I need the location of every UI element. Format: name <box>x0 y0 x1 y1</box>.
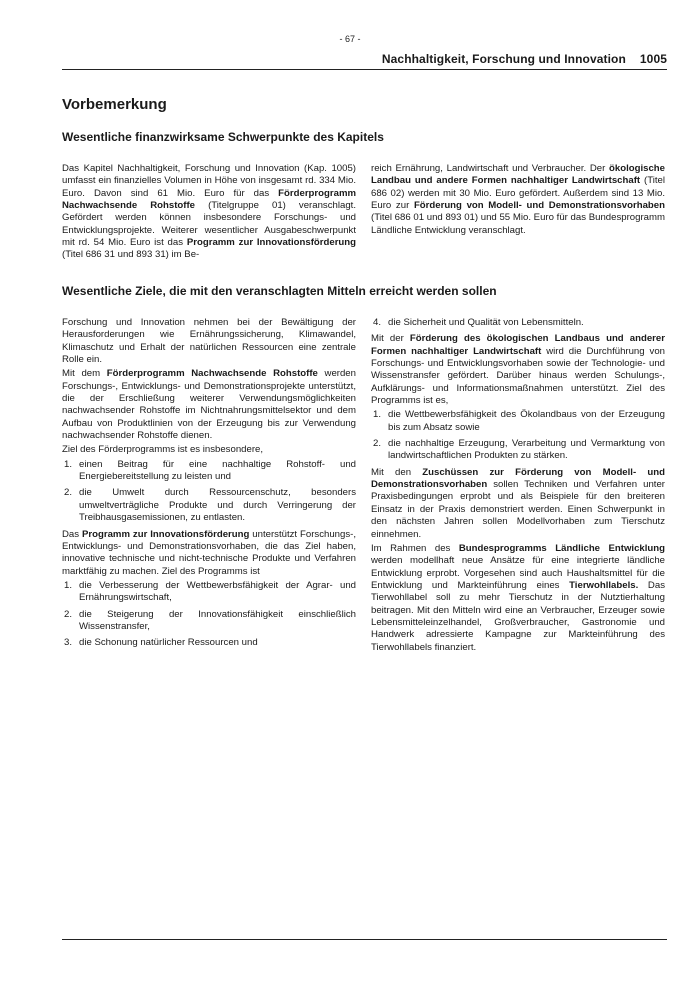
list-item <box>62 487 356 524</box>
list-item-text: die Verbesserung der Wettbewerbsfähigkeit der Agrar- und Ernährungswirtschaft, <box>79 579 356 604</box>
list-number: 2. <box>373 438 382 450</box>
body-text: (Titelgruppe 01) veranschlagt. Gefördert werden können insbesondere Forschungs- und Entwicklungsprojekte. Weiterer wesentlicher Ausgabeschwerpunkt mit rd. 54 Mio. Euro ist das <box>62 200 356 249</box>
goals-column-right <box>371 317 665 656</box>
list-number: 2. <box>64 487 73 499</box>
paragraph <box>62 444 356 456</box>
body-text: werden Forschungs-, Entwicklungs- und Demonstrationsprojekte unterstützt, die der Erschließung weiterer Verwendungsmöglichkeiten nachwachsender Rohstoffe im Nichtnahrungsmittelsektor und dem Aufbau von Produktlinien von der Erzeugung bis zur Verwendung nachwachsender Rohstoffe dienen. <box>62 368 356 442</box>
header-rule <box>62 69 667 70</box>
bold-text: Bundesprogramms Ländliche Entwicklung <box>458 542 665 554</box>
list-item-text: die Schonung natürlicher Ressourcen und <box>79 637 258 649</box>
body-text: sollen Techniken und Verfahren unter Praxisbedingungen erprobt und als Beispiele für den breiteren Einsatz in der Praxis demonstriert werden. Einen Schwerpunkt in den nächsten Jahren sollen Modellvorhaben zum Tierschutz einnehmen. <box>371 479 665 540</box>
body-text: Forschung und Innovation nehmen bei der Bewältigung der Herausforderungen wie Ernährungssicherung, Klimawandel, Klimaschutz und Erhalt der natürlichen Ressourcen eine zentrale Rolle ein. <box>62 317 356 366</box>
bold-text: Zuschüssen zur Förderung von Modell- und Demonstrationsvorhaben <box>371 466 665 491</box>
goals-column-left <box>62 317 356 654</box>
list-item-text: die Wettbewerbsfähigkeit des Ökolandbaus von der Erzeugung bis zum Absatz sowie <box>388 409 665 433</box>
section-heading-goals: Wesentliche Ziele, die mit den veranschlagten Mitteln erreicht werden sollen <box>62 284 497 298</box>
list-item-text: die Sicherheit und Qualität von Lebensmitteln. <box>388 317 584 328</box>
bold-text: ökologische Landbau und andere Formen nachhaltiger Landwirtschaft <box>371 163 665 187</box>
priorities-paragraph-right <box>371 163 665 237</box>
list-item <box>371 409 665 434</box>
body-text: Mit den <box>371 466 423 478</box>
bold-text: Förderprogramm Nachwachsende Rohstoffe <box>106 368 318 380</box>
body-text: unterstützt Forschungs-, Entwicklungs- und Demonstrationsvorhaben, die das Ziel haben, innovative technische und nicht-technische Produkte und Verfahren marktfähig zu machen. Ziel des Programms ist <box>62 528 357 577</box>
list-item <box>371 438 665 463</box>
numbered-list <box>62 459 356 525</box>
body-text: Das Tierwohllabel soll zu mehr Tierschutz in der Nutztierhaltung beitragen. Mit den Mitteln wird eine an Verbraucher, Erzeuger sowie Lebensmitteleinzelhandel, Großverbraucher, Gastronomie und Handwerk adressierte Kampagne zur Markteinführung des Tierwohllabels finanziert. <box>371 579 665 653</box>
paragraph <box>62 317 356 366</box>
list-number: 1. <box>64 458 73 470</box>
list-number: 1. <box>373 409 382 421</box>
chapter-title: Nachhaltigkeit, Forschung und Innovation <box>381 52 626 66</box>
list-item-text: die Steigerung der Innovationsfähigkeit einschließlich Wissenstransfer, <box>79 608 356 632</box>
bold-text: Förderung von Modell- und Demonstrationsvorhaben <box>413 200 665 212</box>
footer-rule <box>62 939 667 940</box>
body-text: (Titel 686 01 und 893 01) und 55 Mio. Euro für das Bundesprogramm Ländliche Entwicklung veranschlagt. <box>371 212 665 236</box>
paragraph <box>62 529 356 578</box>
list-number: 3. <box>64 637 73 649</box>
list-item <box>62 637 356 649</box>
paragraph <box>371 333 665 407</box>
bold-text: Förderung des ökologischen Landbaus und anderer Formen nachhaltiger Landwirtschaft <box>371 333 665 357</box>
paragraph <box>371 543 665 654</box>
paragraph <box>371 467 665 541</box>
list-item <box>62 580 356 605</box>
body-text: wird die Durchführung von Forschungs- und Entwicklungsvorhaben sowie der Technologie- und Wissenstransfer gefördert. Darüber hinaus werden Schulungs-, Aufklärungs- und Informationsmaßnahmen unterstützt. Ziel des Programms ist es, <box>371 345 665 407</box>
body-text: reich Ernährung, Landwirtschaft und Verbraucher. Der <box>371 163 610 174</box>
numbered-list <box>62 580 356 650</box>
bold-text: Programm zur Innovationsförderung <box>186 237 357 249</box>
body-text: Das Kapitel Nachhaltigkeit, Forschung und Innovation (Kap. 1005) umfasst ein finanzielles Volumen in Höhe von insgesamt rd. 334 Mio. Euro. Davon sind 61 Mio. Euro für das <box>62 163 356 199</box>
list-item-text: die nachhaltige Erzeugung, Verarbeitung und Vermarktung von landwirtschaftlichen Produkten zu stärken. <box>388 438 665 462</box>
body-text: (Titel 686 31 und 893 31) im Be- <box>62 249 200 261</box>
chapter-number: 1005 <box>639 52 667 66</box>
list-item <box>62 609 356 634</box>
body-text: werden modellhaft neue Ansätze für eine integrierte ländliche Entwicklung erprobt. Vorgesehen sind auch Haushaltsmittel für die Entwicklung und Markteinführung eines <box>371 555 665 591</box>
body-text: Mit der <box>371 333 410 345</box>
body-text: Im Rahmen des <box>371 542 459 554</box>
numbered-list <box>371 409 665 462</box>
page-title: Vorbemerkung <box>62 96 167 113</box>
paragraph <box>62 368 356 442</box>
priorities-column-left <box>62 163 356 264</box>
list-number: 1. <box>64 579 73 591</box>
body-text: Mit dem <box>62 368 107 380</box>
list-item-text: die Umwelt durch Ressourcenschutz, besonders umweltverträgliche Produkte und durch Verringerung der Treibhausgasemissionen, zu entlasten. <box>79 487 356 524</box>
list-item-text: einen Beitrag für eine nachhaltige Rohstoff- und Energiebereitstellung zu leisten und <box>79 458 356 483</box>
page-number: - 67 - <box>339 34 361 44</box>
bold-text: Programm zur Innovationsförderung <box>82 528 250 540</box>
priorities-column-right <box>371 163 665 239</box>
body-text: Ziel des Förderprogramms ist es insbesondere, <box>62 444 264 456</box>
numbered-list <box>371 317 665 329</box>
list-number: 2. <box>64 608 73 620</box>
body-text: (Titel 686 02) werden mit 30 Mio. Euro gefördert. Außerdem sind 13 Mio. Euro zur <box>371 175 665 212</box>
list-number: 4. <box>373 317 382 328</box>
bold-text: Förderprogramm Nachwachsende Rohstoffe <box>62 187 356 212</box>
list-item <box>62 459 356 484</box>
running-header <box>62 52 667 66</box>
list-item <box>371 317 665 329</box>
body-text: Das <box>62 528 82 540</box>
bold-text: Tierwohllabels. <box>569 579 639 591</box>
priorities-paragraph-left <box>62 163 356 262</box>
section-heading-priorities: Wesentliche finanzwirksame Schwerpunkte des Kapitels <box>62 130 384 144</box>
